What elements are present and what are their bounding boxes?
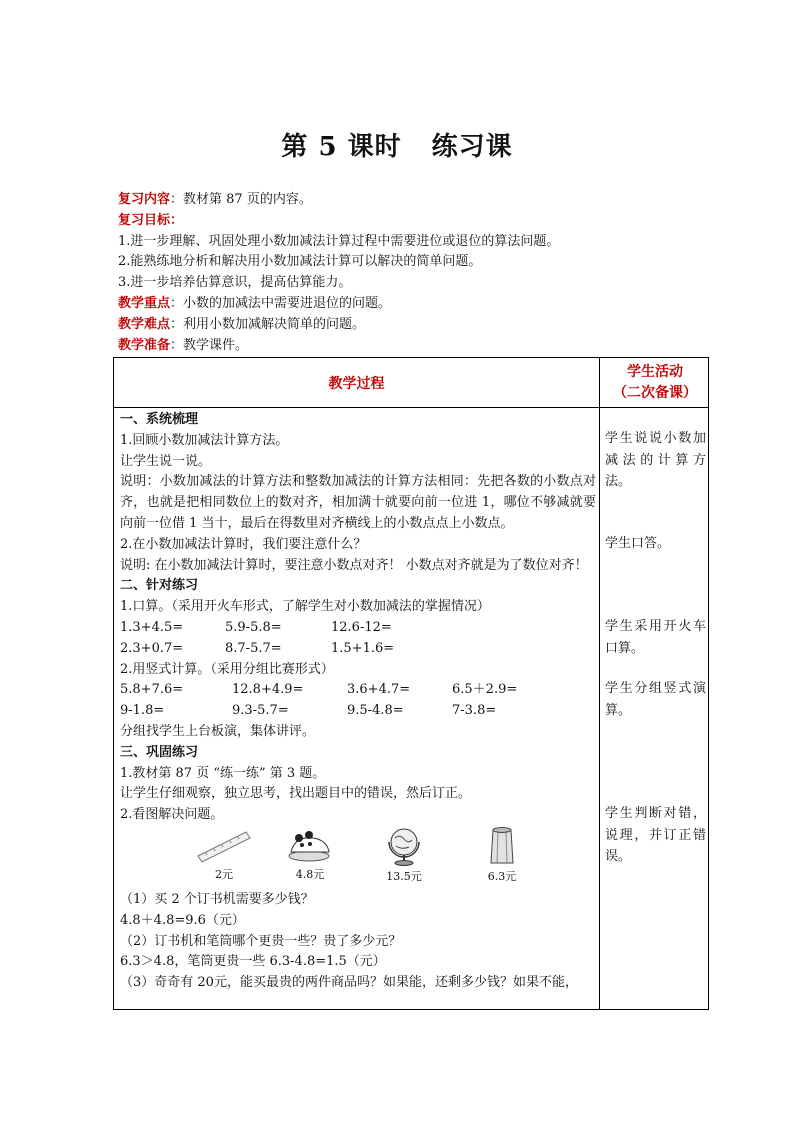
process-explanation: 说明: 在小数加减法计算时，要注意小数点对齐！ 小数点对齐就是为了数位对齐！ bbox=[120, 557, 588, 573]
lesson-table bbox=[113, 357, 709, 1010]
calc-item: 3.6+4.7= bbox=[347, 682, 411, 698]
question-line: （3）奇奇有 20元，能买最贵的两件商品吗？如果能，还剩多少钱？如果不能， bbox=[120, 975, 578, 991]
calc-item: 2.3+0.7= bbox=[120, 640, 184, 656]
vertical-calc-row bbox=[120, 680, 596, 701]
product-globe bbox=[372, 826, 436, 888]
process-line: 让学生说一说。 bbox=[120, 453, 212, 469]
teaching-prep-line bbox=[118, 336, 718, 357]
student-activity-note: 学生判断对错，说理，并订正错误。 bbox=[605, 806, 706, 864]
teaching-prep-label: 教学准备 bbox=[118, 337, 171, 353]
calc-item: 7-3.8= bbox=[452, 703, 497, 719]
review-content-label: 复习内容 bbox=[118, 192, 171, 207]
title-lesson: 第 5 课时 bbox=[281, 132, 402, 162]
process-line: 1.教材第 87 页 “练一练” 第 3 题。 bbox=[120, 765, 326, 781]
teaching-difficulty-label: 教学难点 bbox=[118, 316, 171, 332]
section-heading: 二、针对练习 bbox=[120, 578, 199, 594]
ruler-icon bbox=[194, 826, 254, 864]
calc-item: 8.7-5.7= bbox=[225, 640, 282, 656]
teaching-key-label: 教学重点 bbox=[118, 295, 171, 311]
calc-item: 12.6-12= bbox=[331, 619, 392, 635]
oral-calc-row bbox=[120, 639, 596, 660]
teaching-key-line bbox=[118, 294, 718, 315]
review-goal-item: 1.进一步理解、巩固处理小数加减法计算过程中需要进位或退位的算法问题。 bbox=[118, 233, 560, 249]
calc-item: 9.5-4.8= bbox=[347, 703, 404, 719]
student-activity-note: 学生采用开火车口算。 bbox=[605, 619, 706, 656]
price-label: 4.8元 bbox=[295, 867, 325, 881]
page-title bbox=[0, 126, 794, 163]
product-ruler bbox=[192, 826, 256, 886]
title-topic: 练习课 bbox=[431, 132, 513, 162]
review-content-text: ：教材第 87 页的内容。 bbox=[170, 192, 312, 207]
review-goal-item: 3.进一步培养估算意识，提高估算能力。 bbox=[118, 275, 352, 291]
vertical-calc-title: 2.用竖式计算。（采用分组比赛形式） bbox=[120, 661, 334, 677]
process-line: 2.在小数加减法计算时，我们要注意什么？ bbox=[120, 536, 367, 552]
calc-item: 9.3-5.7= bbox=[232, 703, 289, 719]
answer-line: 4.8＋4.8=9.6（元） bbox=[120, 912, 245, 928]
header-teaching-process: 教学过程 bbox=[328, 375, 385, 392]
product-pen-holder bbox=[470, 826, 534, 888]
globe-icon bbox=[382, 826, 426, 866]
teaching-difficulty-line bbox=[118, 315, 718, 336]
column-divider bbox=[599, 358, 600, 1009]
student-activity-note: 学生分组竖式演算。 bbox=[605, 681, 706, 718]
teaching-difficulty-text: ：利用小数加减解决简单的问题。 bbox=[170, 316, 366, 332]
calc-item: 5.9-5.8= bbox=[225, 619, 282, 635]
process-line: 2.看图解决问题。 bbox=[120, 807, 224, 823]
product-stapler bbox=[278, 826, 342, 886]
header-student-activity bbox=[600, 358, 710, 407]
calc-item: 1.3+4.5= bbox=[120, 619, 184, 635]
teaching-process-cell bbox=[120, 410, 596, 994]
vertical-calc-row bbox=[120, 701, 596, 722]
section-heading: 三、巩固练习 bbox=[120, 744, 199, 760]
oral-calc-row bbox=[120, 618, 596, 639]
teaching-prep-text: ：教学课件。 bbox=[170, 337, 249, 353]
lesson-intro bbox=[118, 190, 718, 356]
stapler-icon bbox=[285, 826, 335, 864]
answer-line: 6.3＞4.8，笔筒更贵一些 6.3-4.8=1.5（元） bbox=[120, 954, 386, 970]
calc-item: 12.8+4.9= bbox=[232, 682, 304, 698]
process-line: 分组找学生上台板演，集体讲评。 bbox=[120, 723, 316, 739]
student-activity-note: 学生说说小数加减法的计算方法。 bbox=[605, 431, 706, 489]
price-label: 6.3元 bbox=[487, 869, 517, 883]
question-line: （1）买 2 个订书机需要多少钱？ bbox=[120, 891, 314, 907]
process-explanation: 说明：小数加减法的计算方法和整数加减法的计算方法相同：先把各数的小数点对齐，也就是把相同数位上的数对齐，相加满十就要向前一位进 1，哪位不够减就要向前一位借 1 当十，最后在得数里对齐横线上的小数点点上小数点。 bbox=[120, 474, 596, 531]
header-student-activity-title: 学生活动 bbox=[627, 363, 683, 380]
price-label: 13.5元 bbox=[386, 869, 422, 883]
review-goal-line: 复习目标： bbox=[118, 212, 184, 228]
header-student-activity-sub: （二次备课） bbox=[613, 384, 697, 401]
calc-item: 1.5+1.6= bbox=[331, 640, 395, 656]
section-heading: 一、系统梳理 bbox=[120, 412, 199, 427]
process-line: 让学生仔细观察，独立思考，找出题目中的错误，然后订正。 bbox=[120, 786, 472, 802]
teaching-key-text: ：小数的加减法中需要进退位的问题。 bbox=[170, 295, 392, 311]
oral-calc-title: 1.口算。（采用开火车形式，了解学生对小数加减法的掌握情况） bbox=[120, 599, 490, 615]
price-label: 2元 bbox=[215, 867, 233, 881]
student-activity-note: 学生口答。 bbox=[605, 536, 671, 551]
calc-item: 9-1.8= bbox=[120, 703, 165, 719]
review-content-line bbox=[118, 190, 718, 211]
question-line: （2）订书机和笔筒哪个更贵一些？贵了多少元？ bbox=[120, 933, 402, 949]
header-divider bbox=[114, 407, 708, 408]
calc-item: 5.8+7.6= bbox=[120, 682, 184, 698]
review-goal-item: 2.能熟练地分析和解决用小数加减法计算可以解决的简单问题。 bbox=[118, 254, 482, 270]
calc-item: 6.5＋2.9= bbox=[452, 682, 518, 698]
process-line: 1.回顾小数加减法计算方法。 bbox=[120, 432, 289, 448]
product-pictures bbox=[120, 826, 596, 890]
review-goal-label: 复习目标 bbox=[118, 212, 171, 228]
pen-holder-icon bbox=[482, 826, 522, 866]
